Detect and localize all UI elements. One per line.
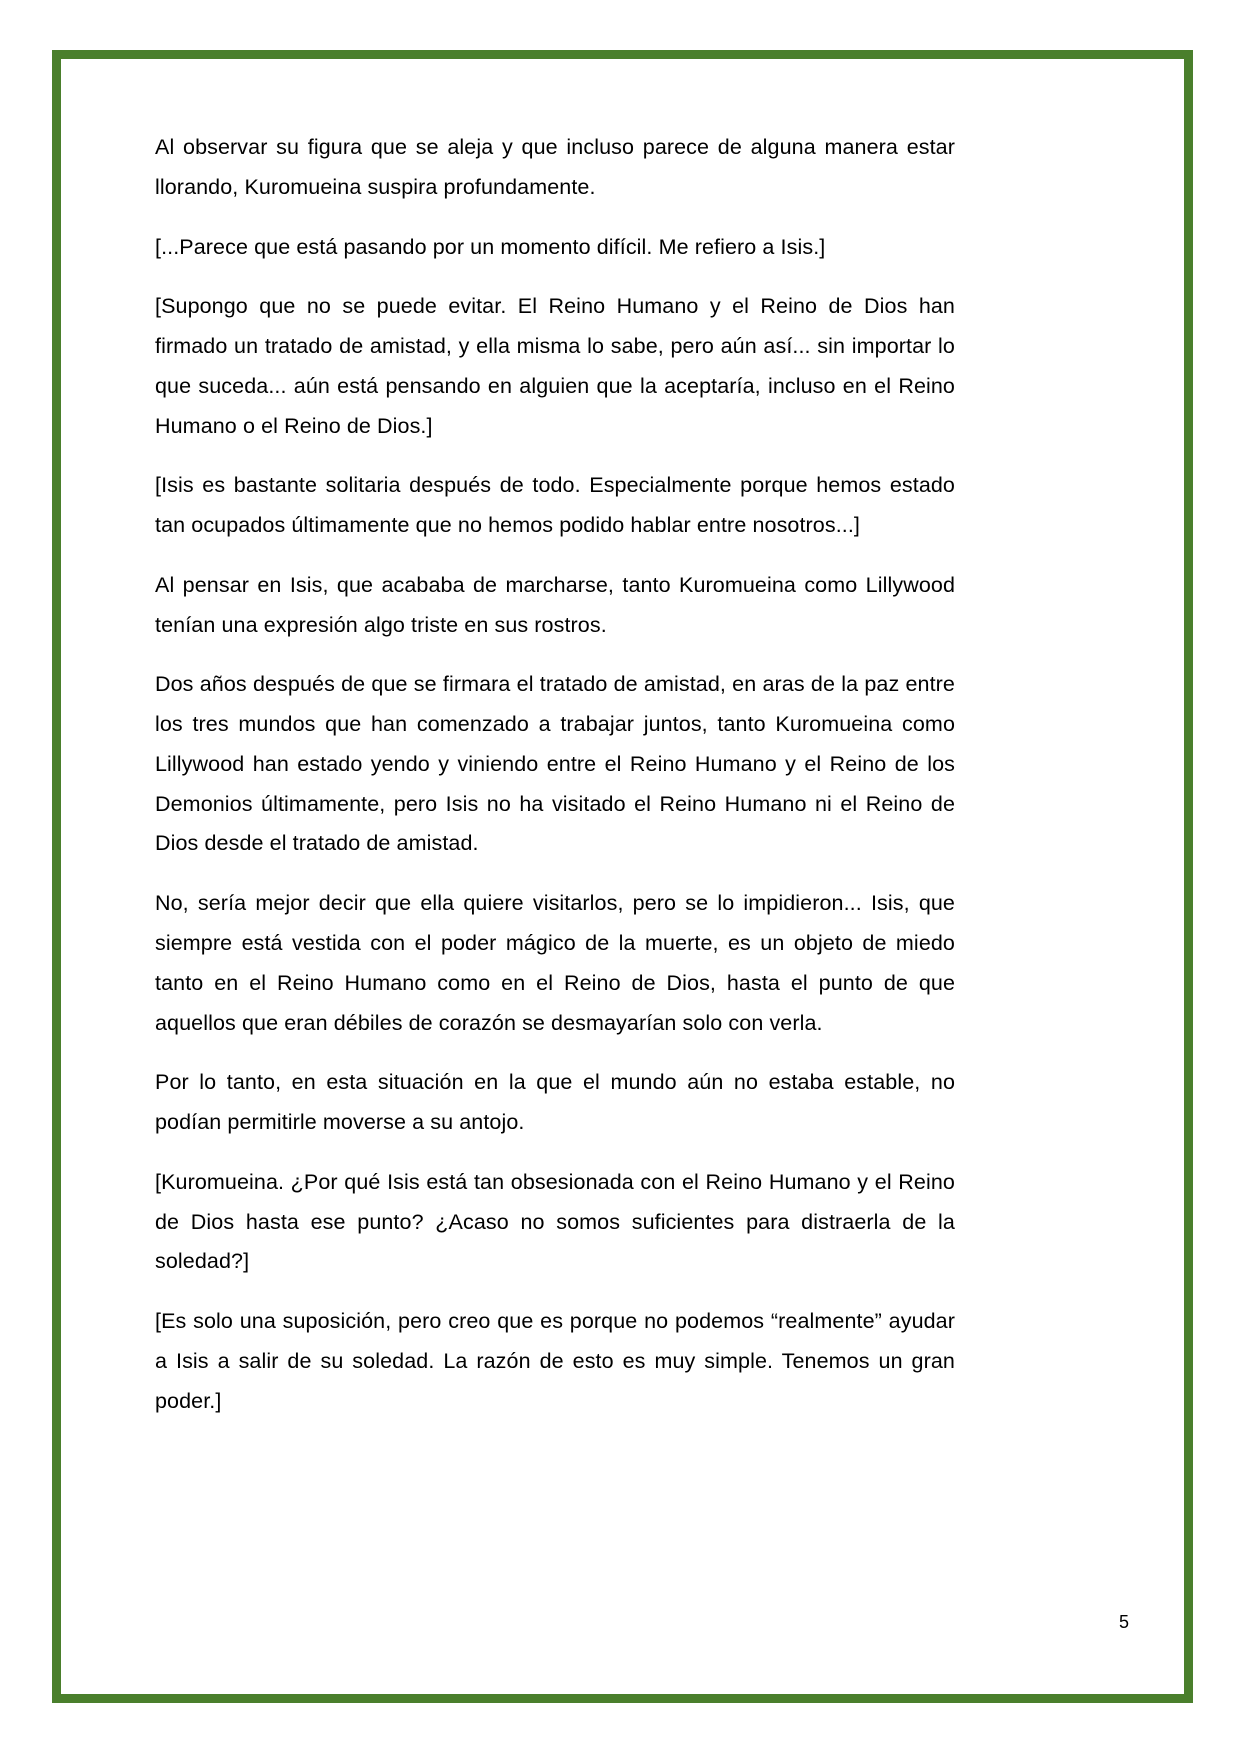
paragraph: Al observar su figura que se aleja y que incluso parece de alguna manera estar llorando, Kuromueina suspira profundamente. bbox=[155, 135, 955, 199]
paragraph: [Es solo una suposición, pero creo que es porque no podemos “realmente” ayudar a Isis a salir de su soledad. La razón de esto es muy simple. Tenemos un gran poder.] bbox=[155, 1309, 955, 1413]
paragraph: [Kuromueina. ¿Por qué Isis está tan obsesionada con el Reino Humano y el Reino de Dios hasta ese punto? ¿Acaso no somos suficientes para distraerla de la soledad?] bbox=[155, 1169, 955, 1274]
paragraph: Al pensar en Isis, que acababa de marcharse, tanto Kuromueina como Lillywood tenían una expresión algo triste en sus rostros. bbox=[155, 572, 955, 637]
paragraph: Dos años después de que se firmara el tratado de amistad, en aras de la paz entre los tres mundos que han comenzado a trabajar juntos, tanto Kuromueina como Lillywood han estado yendo y viniendo entre el Reino Humano y el Reino de los Demonios últimamente, pero Isis no ha visitado el Reino Humano ni el Reino de Dios desde el tratado de amistad. bbox=[155, 672, 955, 856]
page-number: 5 bbox=[1118, 1612, 1129, 1632]
paragraph: [...Parece que está pasando por un momento difícil. Me refiero a Isis.] bbox=[155, 234, 826, 259]
page-text-body bbox=[155, 128, 955, 1421]
paragraph: [Supongo que no se puede evitar. El Reino Humano y el Reino de Dios han firmado un tratado de amistad, y ella misma lo sabe, pero aún así... sin importar lo que suceda... aún está pensando en alguien que la aceptaría, incluso en el Reino Humano o el Reino de Dios.] bbox=[155, 294, 955, 438]
paragraph: No, sería mejor decir que ella quiere visitarlos, pero se lo impidieron... Isis, que siempre está vestida con el poder mágico de la muerte, es un objeto de miedo tanto en el Reino Humano como en el Reino de Dios, hasta el punto de que aquellos que eran débiles de corazón se desmayarían solo con verla. bbox=[155, 891, 955, 1035]
paragraph: Por lo tanto, en esta situación en la que el mundo aún no estaba estable, no podían permitirle moverse a su antojo. bbox=[155, 1070, 955, 1135]
paragraph: [Isis es bastante solitaria después de todo. Especialmente porque hemos estado tan ocupados últimamente que no hemos podido hablar entre nosotros...] bbox=[155, 473, 955, 538]
